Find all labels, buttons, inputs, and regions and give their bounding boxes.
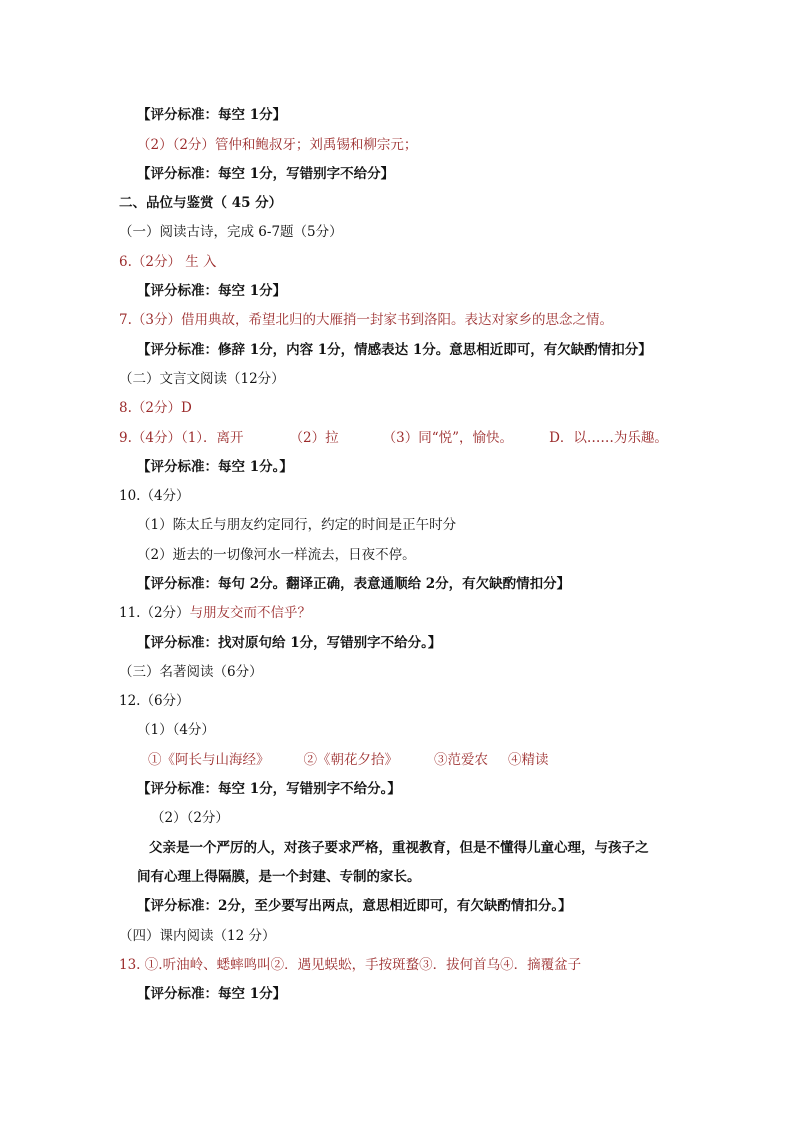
- answer-label: （2）（2分）: [137, 137, 215, 153]
- answer-part: D．以……为乐趣。: [549, 430, 668, 446]
- rubric-line: 【评分标准：每空 1分】: [137, 107, 287, 123]
- translation-line: （1）陈太丘与朋友约定同行，约定的时间是正午时分: [137, 517, 457, 533]
- answer-part: 9.（4分）（1）．离开: [119, 430, 244, 446]
- answer-part: ③范爱农: [434, 752, 488, 768]
- answer-line: [119, 604, 311, 622]
- question-number: 10.（4分）: [119, 488, 190, 504]
- answer-text: 与朋友交而不信乎？: [189, 605, 312, 621]
- rubric-line: 【评分标准：每空 1分，写错别字不给分。】: [137, 781, 401, 797]
- question-number: 12.（6分）: [119, 693, 190, 709]
- answer-text: 管仲和鲍叔牙；刘禹锡和柳宗元；: [214, 137, 418, 153]
- rubric-line: 【评分标准：每空 1分】: [137, 283, 287, 299]
- answer-part: （3）同“悦”，愉快。: [382, 430, 514, 446]
- subsection-heading: （三）名著阅读（6分）: [119, 664, 263, 680]
- answer-part: （2）拉: [289, 430, 339, 446]
- rubric-line: 【评分标准：每空 1分，写错别字不给分】: [137, 166, 395, 182]
- answer-line: [119, 429, 668, 447]
- answer-part: ④精读: [508, 752, 549, 768]
- answer-label: 13.: [119, 957, 141, 973]
- answer-part: ①《阿长与山海经》: [148, 752, 270, 768]
- answer-line: [137, 136, 417, 154]
- section-heading: 二、品位与鉴赏（ 45 分）: [119, 195, 283, 211]
- translation-line: （2）逝去的一切像河水一样流去，日夜不停。: [137, 547, 416, 563]
- sub-question: （1）（4分）: [137, 722, 215, 738]
- answer-line: [119, 956, 581, 974]
- answer-list: [148, 751, 549, 769]
- rubric-line: 【评分标准：修辞 1分，内容 1分，情感表达 1分。意思相近即可，有欠缺酌情扣分】: [137, 342, 652, 358]
- subsection-heading: （二）文言文阅读（12分）: [119, 371, 285, 387]
- answer-line: 6.（2分） 生 入: [119, 254, 217, 270]
- rubric-line: 【评分标准：每空 1分。】: [137, 459, 293, 475]
- rubric-line: 【评分标准：每空 1分】: [137, 986, 287, 1002]
- subsection-heading: （一）阅读古诗，完成 6-7题（5分）: [119, 224, 343, 240]
- answer-part: ②《朝花夕拾》: [303, 752, 398, 768]
- answer-line: 8.（2分）D: [119, 400, 192, 416]
- answer-paragraph: 父亲是一个严厉的人，对孩子要求严格，重视教育，但是不懂得儿童心理，与孩子之: [149, 840, 649, 856]
- subsection-heading: （四）课内阅读（12 分）: [119, 928, 276, 944]
- rubric-line: 【评分标准：每句 2分。翻译正确，表意通顺给 2分，有欠缺酌情扣分】: [137, 576, 571, 592]
- rubric-line: 【评分标准：找对原句给 1分，写错别字不给分。】: [137, 635, 442, 651]
- answer-label: 11.（2分）: [119, 605, 190, 621]
- rubric-line: 【评分标准：2分，至少要写出两点，意思相近即可，有欠缺酌情扣分。】: [137, 898, 572, 914]
- sub-question: （2）（2分）: [151, 810, 229, 826]
- answer-text: ①.听油岭、蟋蟀鸣叫②．遇见蜈蚣，手按斑蝥③．拔何首乌④．摘覆盆子: [144, 957, 582, 973]
- answer-paragraph: 间有心理上得隔膜，是一个封建、专制的家长。: [137, 869, 421, 885]
- answer-line: 7.（3分）借用典故，希望北归的大雁捎一封家书到洛阳。表达对家乡的思念之情。: [119, 312, 613, 328]
